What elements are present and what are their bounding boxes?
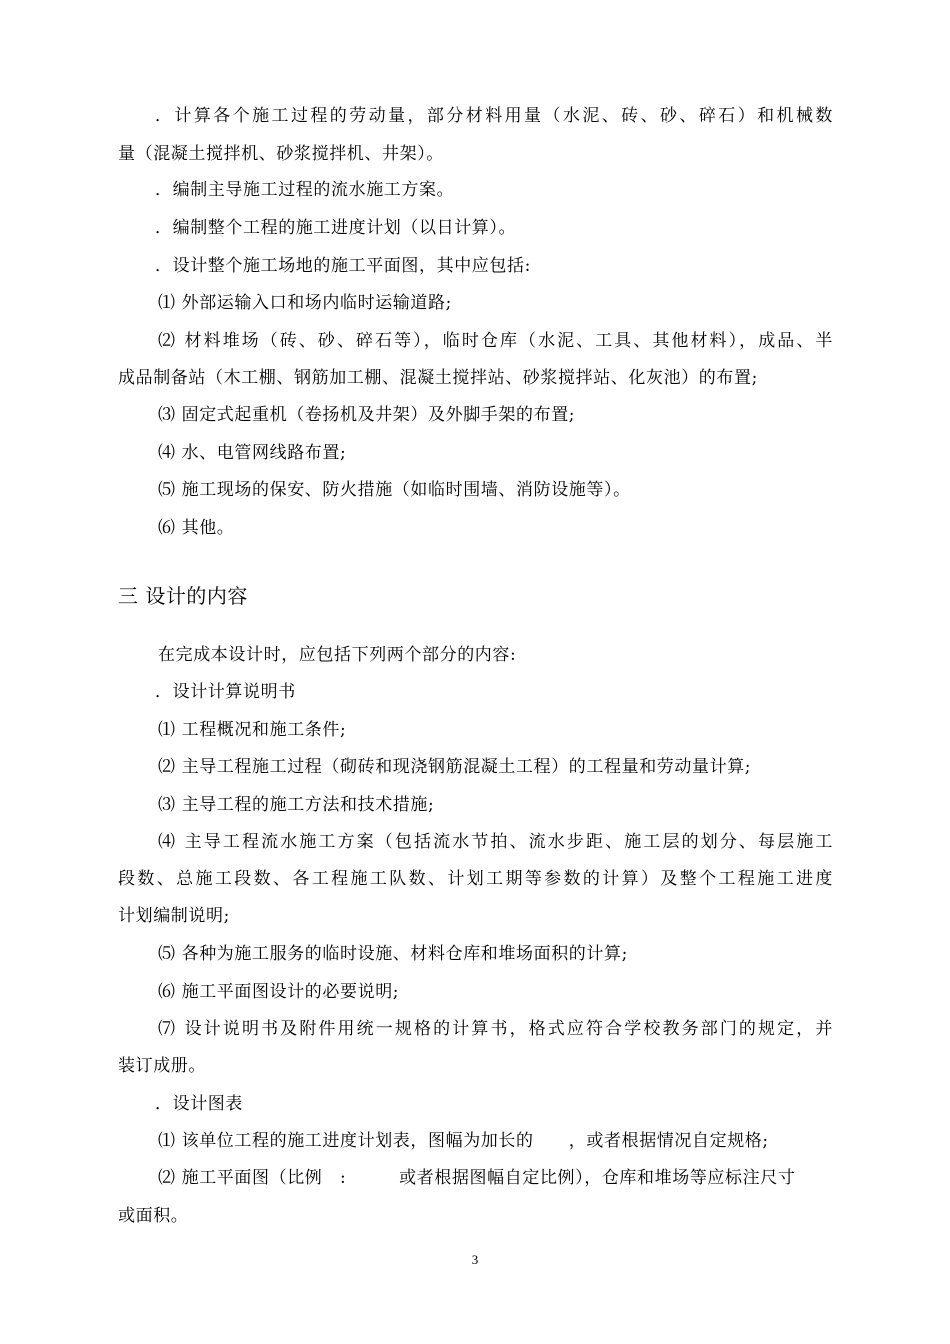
list-item: ⑴ 工程概况和施工条件;	[158, 720, 347, 740]
list-item: ⑵ 施工平面图（比例 : 或者根据图幅自定比例），仓库和堆场等应标注尺寸	[158, 1168, 796, 1188]
list-item: ⑵ 材料堆场（砖、砂、碎石等），临时仓库（水泥、工具、其他材料），成品、半	[158, 331, 833, 351]
page-number: 3	[471, 1252, 479, 1267]
paragraph-line: ．设计计算说明书	[155, 682, 296, 702]
list-item: ⑶ 固定式起重机（卷扬机及井架）及外脚手架的布置;	[158, 405, 576, 425]
paragraph-line: ．设计整个施工场地的施工平面图，其中应包括:	[155, 256, 531, 276]
list-item: ⑵ 主导工程施工过程（砌砖和现浇钢筋混凝土工程）的工程量和劳动量计算;	[158, 757, 752, 777]
paragraph-line: 装订成册。	[118, 1056, 206, 1076]
paragraph-line: ．编制整个工程的施工进度计划（以日计算）。	[155, 218, 517, 238]
paragraph-line: ．设计图表	[155, 1094, 243, 1114]
paragraph-line: ．计算各个施工过程的劳动量，部分材料用量（水泥、砖、砂、碎石）和机械数	[155, 106, 833, 126]
list-item: ⑶ 主导工程的施工方法和技术措施;	[158, 795, 435, 815]
paragraph-line: 在完成本设计时，应包括下列两个部分的内容:	[158, 645, 517, 665]
list-item: ⑷ 主导工程流水施工方案（包括流水节拍、流水步距、施工层的划分、每层施工	[158, 832, 833, 852]
paragraph-line: 段数、总施工段数、各工程施工队数、计划工期等参数的计算）及整个工程施工进度	[118, 869, 833, 889]
list-item: ⑸ 施工现场的保安、防火措施（如临时围墙、消防设施等）。	[158, 480, 631, 500]
list-item: ⑸ 各种为施工服务的临时设施、材料仓库和堆场面积的计算;	[158, 944, 628, 964]
section-heading: 三 设计的内容	[118, 584, 248, 608]
list-item: ⑴ 该单位工程的施工进度计划表，图幅为加长的 ，或者根据情况自定规格;	[158, 1131, 769, 1151]
list-item: ⑺ 设计说明书及附件用统一规格的计算书，格式应符合学校教务部门的规定，并	[158, 1019, 833, 1039]
paragraph-line: 量（混凝土搅拌机、砂浆搅拌机、井架）。	[118, 144, 444, 164]
paragraph-line: 或面积。	[118, 1206, 189, 1226]
list-item: ⑴ 外部运输入口和场内临时运输道路;	[158, 293, 452, 313]
list-item: ⑹ 其他。	[158, 518, 235, 538]
paragraph-line: 计划编制说明;	[118, 906, 230, 926]
paragraph-line: ．编制主导施工过程的流水施工方案。	[155, 180, 455, 200]
paragraph-line: 成品制备站（木工棚、钢筋加工棚、混凝土搅拌站、砂浆搅拌站、化灰池）的布置;	[118, 368, 758, 388]
list-item: ⑷ 水、电管网线路布置;	[158, 443, 347, 463]
list-item: ⑹ 施工平面图设计的必要说明;	[158, 982, 400, 1002]
